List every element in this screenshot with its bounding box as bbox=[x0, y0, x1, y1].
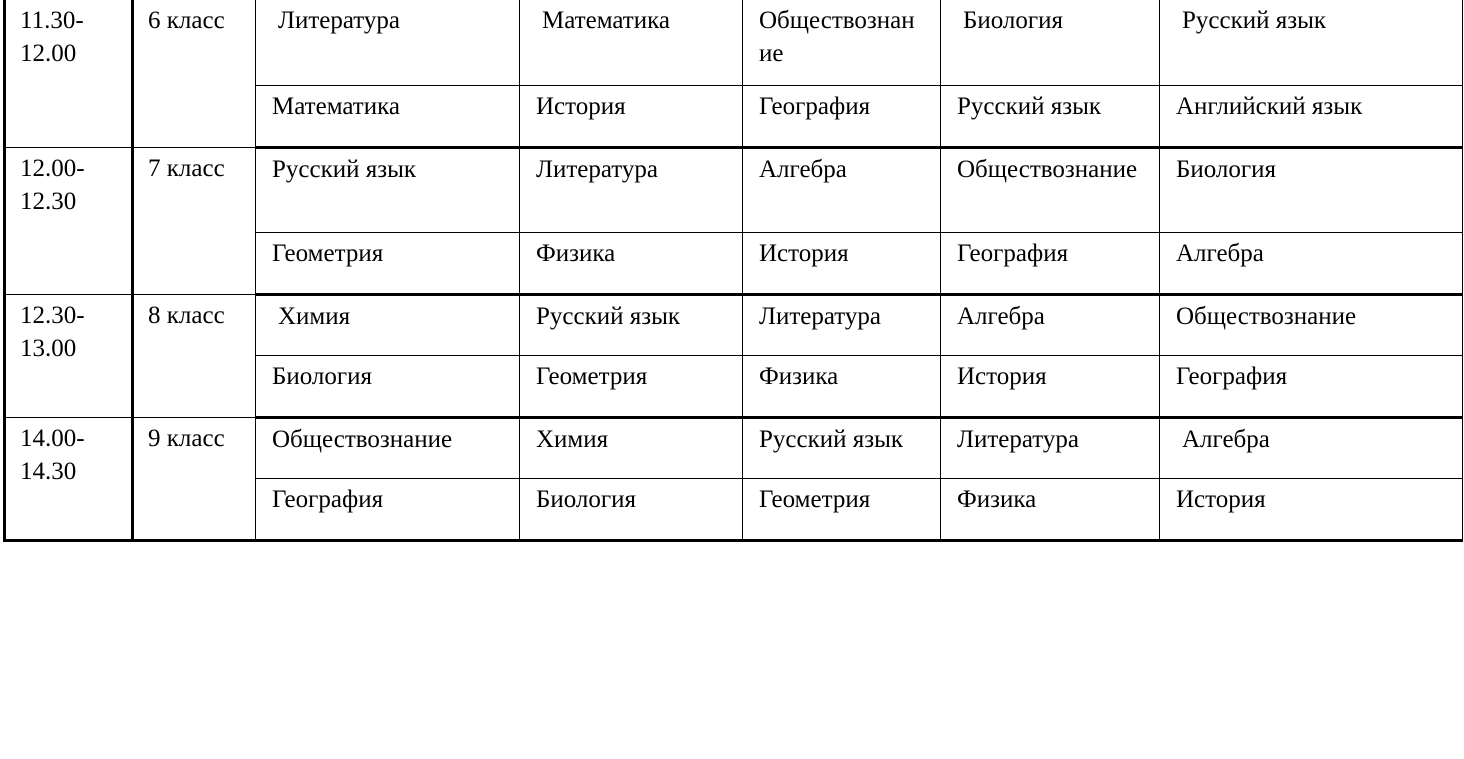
subject-cell: Геометрия bbox=[743, 478, 941, 540]
subject-cell: Биология bbox=[256, 355, 520, 417]
subject-cell: Физика bbox=[941, 478, 1160, 540]
subject-cell: Физика bbox=[743, 355, 941, 417]
subject-cell: Геометрия bbox=[520, 355, 743, 417]
subject-cell: Физика bbox=[520, 232, 743, 294]
table-row bbox=[5, 294, 1463, 355]
subject-cell: Русский язык bbox=[743, 417, 941, 478]
class-name: 9 класс bbox=[133, 417, 256, 540]
subject-cell: История bbox=[941, 355, 1160, 417]
subject-cell: Математика bbox=[256, 85, 520, 147]
table-row bbox=[5, 0, 1463, 85]
time-slot: 14.00-14.30 bbox=[5, 417, 133, 540]
class-name: 6 класс bbox=[133, 0, 256, 147]
subject-cell: Обществознание bbox=[941, 147, 1160, 232]
subject-cell: Литература bbox=[941, 417, 1160, 478]
subject-cell: Обществознание bbox=[256, 417, 520, 478]
schedule-table bbox=[3, 0, 1463, 542]
subject-cell: Математика bbox=[520, 0, 743, 85]
subject-cell: История bbox=[1160, 478, 1463, 540]
subject-cell: Биология bbox=[941, 0, 1160, 85]
subject-cell: Литература bbox=[520, 147, 743, 232]
subject-cell: Геометрия bbox=[256, 232, 520, 294]
class-name: 7 класс bbox=[133, 147, 256, 294]
subject-cell: Химия bbox=[256, 294, 520, 355]
subject-cell: География bbox=[256, 478, 520, 540]
subject-cell: Русский язык bbox=[520, 294, 743, 355]
subject-cell: Русский язык bbox=[941, 85, 1160, 147]
table-row bbox=[5, 417, 1463, 478]
class-name: 8 класс bbox=[133, 294, 256, 417]
subject-cell: География bbox=[1160, 355, 1463, 417]
subject-cell: Литература bbox=[743, 294, 941, 355]
subject-cell: Алгебра bbox=[941, 294, 1160, 355]
subject-cell: Русский язык bbox=[1160, 0, 1463, 85]
subject-cell: Химия bbox=[520, 417, 743, 478]
subject-cell: История bbox=[520, 85, 743, 147]
subject-cell: Литература bbox=[256, 0, 520, 85]
subject-cell: Русский язык bbox=[256, 147, 520, 232]
subject-cell: Алгебра bbox=[1160, 417, 1463, 478]
subject-cell: Английский язык bbox=[1160, 85, 1463, 147]
time-slot: 11.30-12.00 bbox=[5, 0, 133, 147]
subject-cell: Биология bbox=[520, 478, 743, 540]
subject-cell: Обществознание bbox=[1160, 294, 1463, 355]
time-slot: 12.00-12.30 bbox=[5, 147, 133, 294]
table-row bbox=[5, 147, 1463, 232]
subject-cell: География bbox=[743, 85, 941, 147]
subject-cell: Биология bbox=[1160, 147, 1463, 232]
time-slot: 12.30-13.00 bbox=[5, 294, 133, 417]
subject-cell: История bbox=[743, 232, 941, 294]
subject-cell: Алгебра bbox=[743, 147, 941, 232]
subject-cell: Обществознание bbox=[743, 0, 941, 85]
subject-cell: География bbox=[941, 232, 1160, 294]
subject-cell: Алгебра bbox=[1160, 232, 1463, 294]
